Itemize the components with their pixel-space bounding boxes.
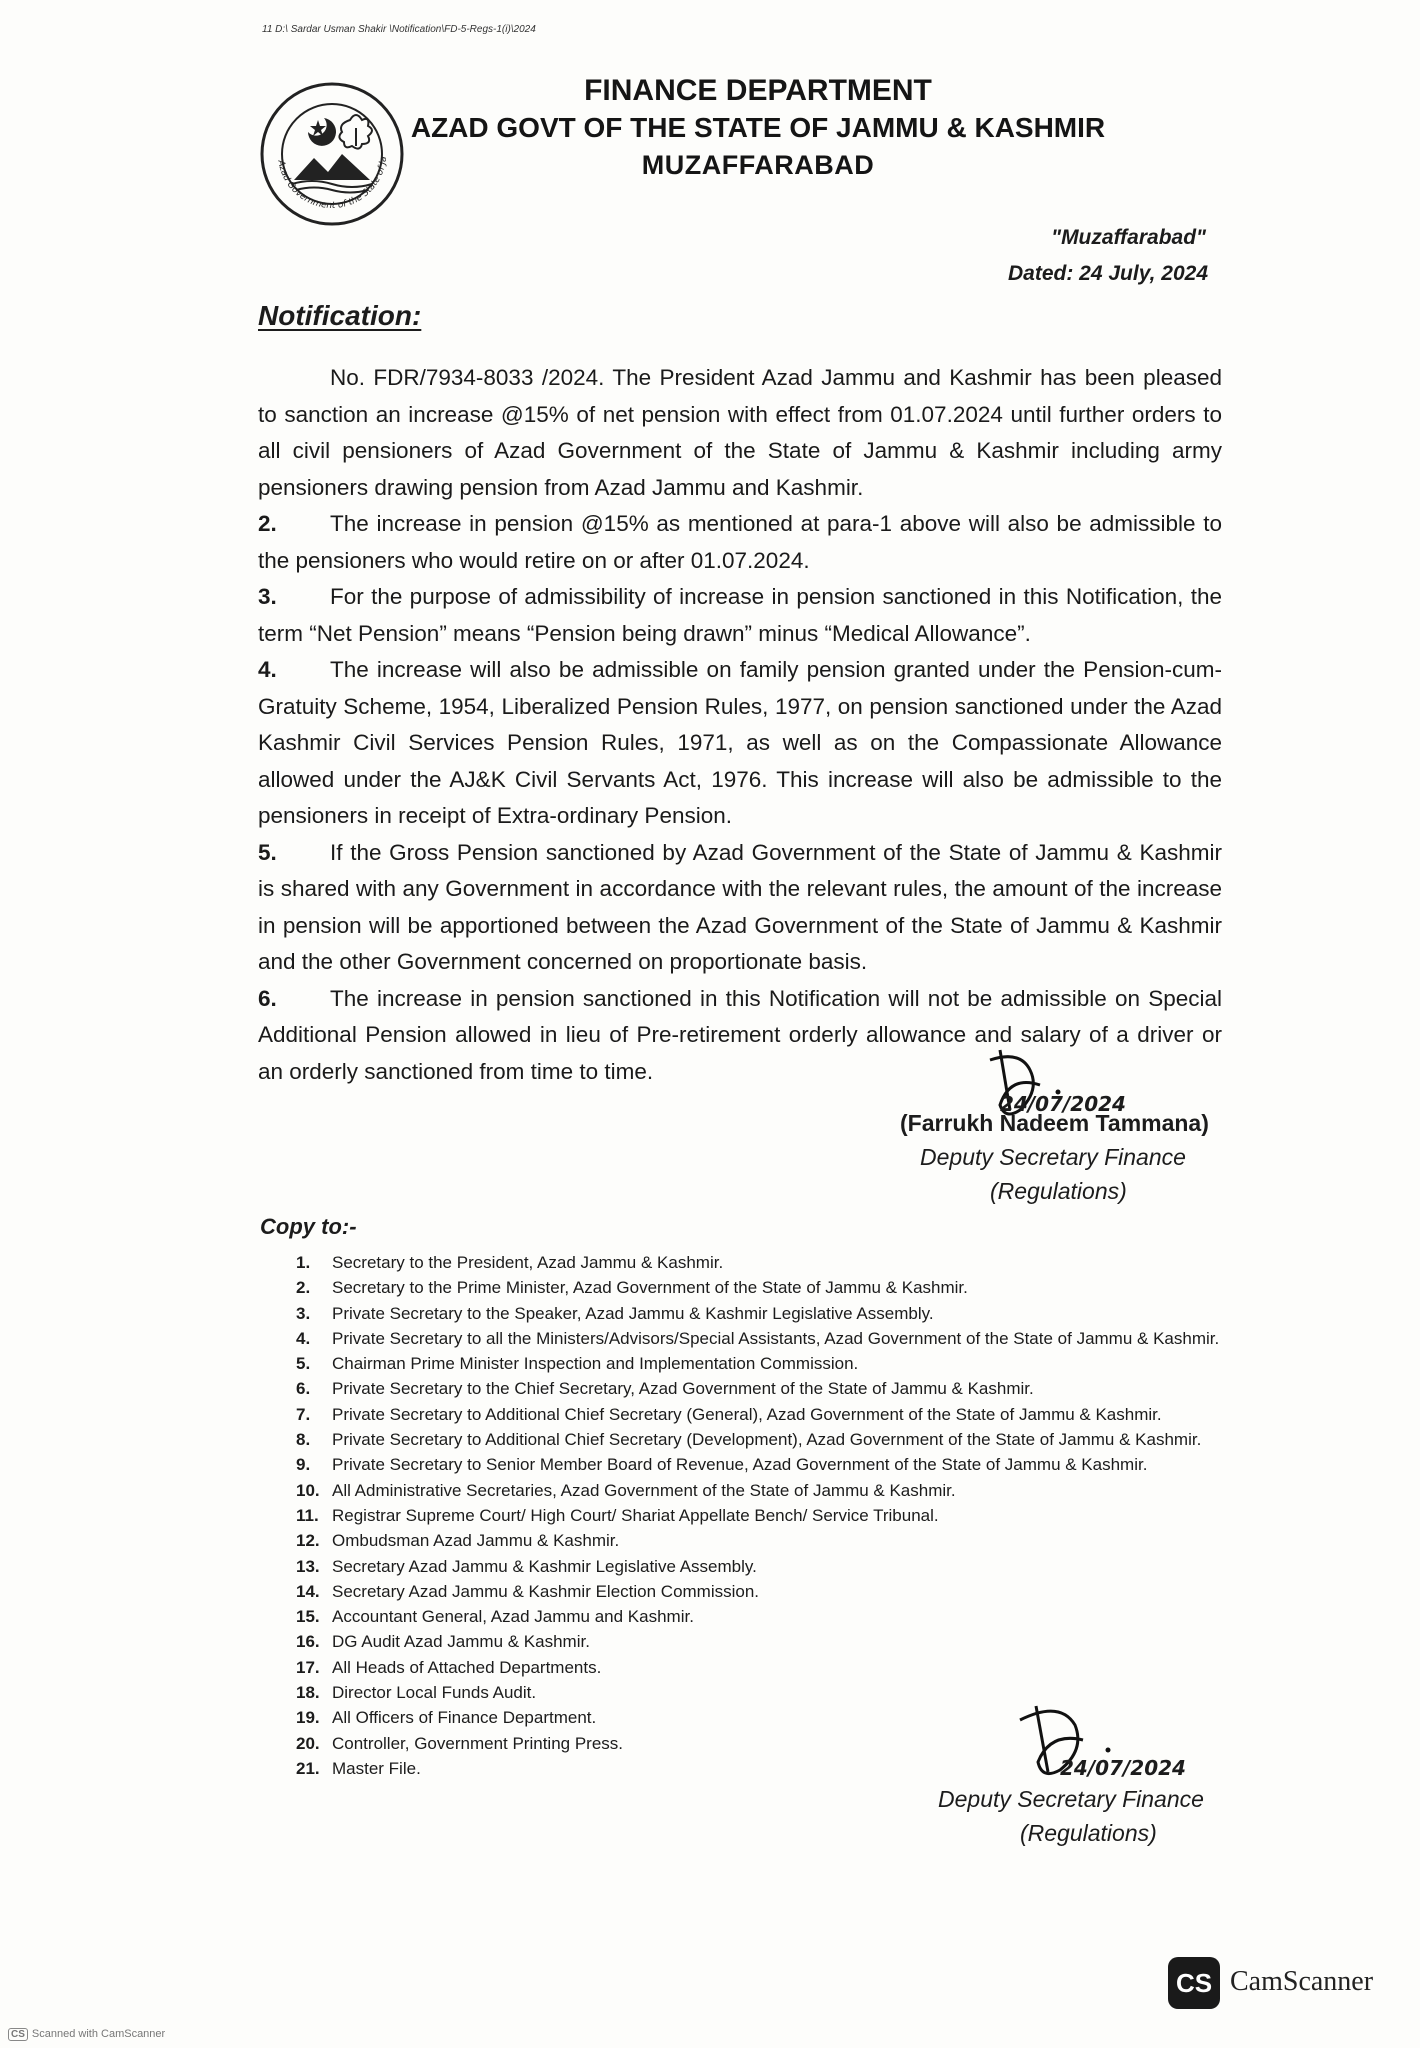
copy-to-number: 5.	[296, 1354, 311, 1374]
copy-to-text: Private Secretary to all the Ministers/Advisors/Special Assistants, Azad Government of the State of Jammu & Kashmir.	[332, 1328, 1220, 1348]
copy-to-number: 6.	[296, 1379, 311, 1399]
file-path-stamp: 11 D:\ Sardar Usman Shakir \Notification\FD-5-Regs-1(i)\2024	[262, 24, 536, 35]
copy-to-text: Controller, Government Printing Press.	[332, 1733, 624, 1753]
dated-line: Dated: 24 July, 2024	[1008, 262, 1208, 285]
camscanner-logo-icon: CS	[1168, 1957, 1220, 2009]
paragraph-3: 3. For the purpose of admissibility of increase in pension sanctioned in this Notification, the term “Net Pension” means “Pension being drawn” minus “Medical Allowance”.	[258, 579, 1222, 652]
signatory-section: (Regulations)	[990, 1178, 1127, 1204]
signatory-title: Deputy Secretary Finance	[938, 1786, 1204, 1812]
copy-to-item	[296, 1604, 1219, 1629]
notification-body	[258, 360, 1222, 1090]
paragraph-number: 5.	[258, 839, 277, 865]
copy-to-text: Private Secretary to the Chief Secretary, Azad Government of the State of Jammu & Kashmir.	[332, 1379, 1034, 1399]
copy-to-number: 11.	[296, 1505, 319, 1525]
paragraph-number: 2.	[258, 511, 277, 536]
copy-to-text: Accountant General, Azad Jammu and Kashmir.	[332, 1607, 694, 1627]
letterhead-city: MUZAFFARABAD	[641, 150, 875, 180]
copy-to-item	[296, 1554, 1219, 1579]
copy-to-item	[296, 1427, 1219, 1452]
camscanner-mini-icon: CS	[8, 2028, 28, 2041]
copy-to-item	[296, 1629, 1219, 1654]
paragraph-1: No. FDR/7934-8033 /2024. The President Azad Jammu and Kashmir has been pleased to sanction an increase @15% of net pension with effect from 01.07.2024 until further orders to all civil pensioners of Azad Government of the State of Jammu & Kashmir including army pensioners drawing pension from Azad Jammu and Kashmir.	[258, 365, 1222, 500]
copy-to-item	[296, 1376, 1219, 1401]
paragraph-4: 4. The increase will also be admissible on family pension granted under the Pension-cum-Gratuity Scheme, 1954, Liberalized Pension Rules, 1977, on pension sanctioned under the Azad Kashmir Civil Services Pension Rules, 1971, as well as on the Compassionate Allowance allowed under the AJ&K Civil Servants Act, 1976. This increase will also be admissible to the pensioners in receipt of Extra-ordinary Pension.	[258, 652, 1222, 835]
copy-to-item	[296, 1503, 1219, 1528]
signatory-name: (Farrukh Nadeem Tammana)	[900, 1110, 1209, 1136]
copy-to-text: All Officers of Finance Department.	[332, 1708, 597, 1728]
copy-to-text: Secretary Azad Jammu & Kashmir Election Commission.	[332, 1581, 760, 1601]
copy-to-label: Copy to:-	[260, 1214, 357, 1239]
copy-to-number: 7.	[296, 1404, 311, 1424]
copy-to-item	[296, 1250, 1219, 1275]
copy-to-number: 13.	[296, 1556, 320, 1576]
paragraph-number: 3.	[258, 584, 277, 609]
signatory-title: Deputy Secretary Finance	[920, 1144, 1186, 1170]
paragraph-6: 6. The increase in pension sanctioned in this Notification will not be admissible on Special Additional Pension allowed in lieu of Pre-retirement orderly allowance and salary of a driver or an orderly sanctioned from time to time.	[258, 981, 1222, 1091]
copy-to-number: 10.	[296, 1480, 320, 1500]
copy-to-item	[296, 1579, 1219, 1604]
copy-to-number: 15.	[296, 1607, 320, 1627]
signature-date: 24/07/2024	[1060, 1756, 1186, 1780]
copy-to-text: All Administrative Secretaries, Azad Government of the State of Jammu & Kashmir.	[332, 1480, 956, 1500]
copy-to-number: 17.	[296, 1657, 320, 1677]
camscanner-brand: CamScanner	[1230, 1966, 1374, 1997]
letterhead-government: AZAD GOVT OF THE STATE OF JAMMU & KASHMIR	[410, 112, 1106, 143]
copy-to-text: DG Audit Azad Jammu & Kashmir.	[332, 1632, 590, 1652]
copy-to-number: 14.	[296, 1581, 320, 1601]
paragraph-2: 2. The increase in pension @15% as mentioned at para-1 above will also be admissible to the pensioners who would retire on or after 01.07.2024.	[258, 506, 1222, 579]
copy-to-text: Master File.	[332, 1758, 421, 1778]
notification-title: Notification:	[258, 300, 422, 331]
copy-to-number: 1.	[296, 1253, 311, 1272]
place-line: "Muzaffarabad"	[1051, 226, 1206, 249]
letterhead-department: FINANCE DEPARTMENT	[584, 74, 932, 107]
copy-to-item	[296, 1402, 1219, 1427]
copy-to-number: 2.	[296, 1278, 311, 1298]
copy-to-item	[296, 1452, 1219, 1477]
copy-to-item	[296, 1655, 1219, 1680]
scanned-footer: CS Scanned with CamScanner	[8, 2028, 165, 2041]
copy-to-text: Private Secretary to Senior Member Board of Revenue, Azad Government of the State of Jammu & Kashmir.	[332, 1455, 1148, 1475]
copy-to-text: Private Secretary to Additional Chief Secretary (General), Azad Government of the State of Jammu & Kashmir.	[332, 1404, 1162, 1424]
copy-to-text: Secretary to the Prime Minister, Azad Government of the State of Jammu & Kashmir.	[332, 1278, 968, 1298]
copy-to-number: 12.	[296, 1531, 320, 1551]
copy-to-text: Registrar Supreme Court/ High Court/ Shariat Appellate Bench/ Service Tribunal.	[332, 1505, 939, 1525]
copy-to-number: 19.	[296, 1708, 320, 1728]
copy-to-number: 16.	[296, 1632, 320, 1652]
paragraph-number: 4.	[258, 657, 277, 682]
copy-to-number: 9.	[296, 1455, 311, 1475]
copy-to-text: Secretary Azad Jammu & Kashmir Legislative Assembly.	[332, 1556, 757, 1576]
copy-to-number: 21.	[296, 1758, 320, 1778]
signature-date: 24/07/2024	[1000, 1092, 1126, 1116]
copy-to-item	[296, 1351, 1219, 1376]
copy-to-number: 8.	[296, 1430, 311, 1450]
copy-to-text: Private Secretary to Additional Chief Secretary (Development), Azad Government of the State of Jammu & Kashmir.	[332, 1430, 1202, 1450]
copy-to-item	[296, 1326, 1219, 1351]
copy-to-item	[296, 1528, 1219, 1553]
copy-to-text: Private Secretary to the Speaker, Azad Jammu & Kashmir Legislative Assembly.	[332, 1303, 934, 1323]
copy-to-text: Secretary to the President, Azad Jammu & Kashmir.	[332, 1253, 724, 1272]
copy-to-item	[296, 1478, 1219, 1503]
copy-to-text: Chairman Prime Minister Inspection and Implementation Commission.	[332, 1354, 859, 1374]
paragraph-number: 6.	[258, 985, 277, 1011]
copy-to-text: Director Local Funds Audit.	[332, 1683, 537, 1703]
copy-to-number: 18.	[296, 1683, 320, 1703]
paragraph-5: 5. If the Gross Pension sanctioned by Azad Government of the State of Jammu & Kashmir is shared with any Government in accordance with the relevant rules, the amount of the increase in pension will be apportioned between the Azad Government of the State of Jammu & Kashmir and the other Government concerned on proportionate basis.	[258, 835, 1222, 981]
copy-to-number: 3.	[296, 1303, 311, 1323]
seal-text: Azad Government of the State of Ja	[275, 155, 389, 212]
copy-to-number: 20.	[296, 1733, 320, 1753]
copy-to-item	[296, 1275, 1219, 1300]
copy-to-text: Ombudsman Azad Jammu & Kashmir.	[332, 1531, 620, 1551]
signatory-section: (Regulations)	[1020, 1820, 1157, 1846]
copy-to-text: All Heads of Attached Departments.	[332, 1657, 602, 1677]
copy-to-item	[296, 1301, 1219, 1326]
copy-to-number: 4.	[296, 1328, 311, 1348]
